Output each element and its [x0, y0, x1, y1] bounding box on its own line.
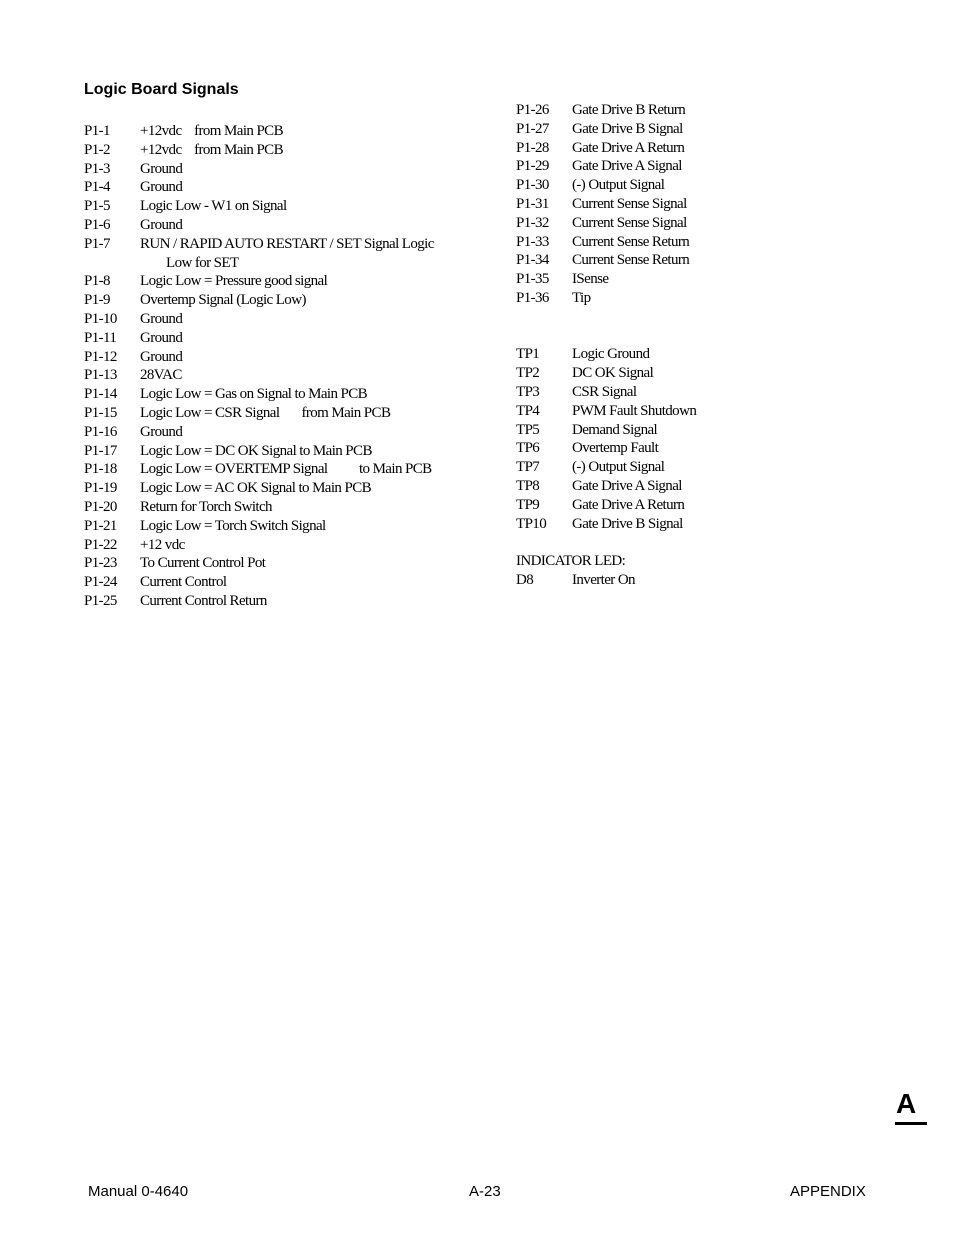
- signal-description-text: To Current Control Pot: [140, 555, 266, 572]
- signal-pin: P1-6: [84, 216, 110, 233]
- signal-pin: P1-2: [84, 141, 110, 158]
- signal-pin: P1-3: [84, 160, 110, 177]
- signal-pin: P1-13: [84, 367, 117, 384]
- signal-description: [140, 498, 504, 517]
- signal-description-text: Current Control Return: [140, 592, 267, 609]
- signal-description: [140, 536, 504, 555]
- signal-pin: P1-17: [84, 442, 117, 459]
- section-underline: [895, 1122, 927, 1125]
- signal-description-text: PWM Fault Shutdown: [572, 402, 697, 419]
- signal-pin: P1-30: [516, 177, 549, 194]
- signal-row: [516, 139, 816, 158]
- signal-description: [572, 439, 816, 458]
- signal-row: [84, 348, 504, 367]
- signal-description-text: Logic Ground: [572, 346, 650, 363]
- signal-description-text: Logic Low = Pressure good signal: [140, 273, 328, 290]
- signal-pin: TP9: [516, 496, 540, 513]
- signal-description-text: Current Sense Return: [572, 252, 690, 269]
- signal-description-text: Ground: [140, 329, 183, 346]
- signal-description-text: Gate Drive B Return: [572, 102, 686, 118]
- signal-description-text: Demand Signal: [572, 421, 658, 438]
- signal-description-text: Overtemp Signal (Logic Low): [140, 292, 306, 309]
- indicator-heading-row: [516, 552, 816, 571]
- signal-description: [572, 515, 816, 534]
- signal-row: [516, 496, 816, 515]
- signal-description: [140, 385, 504, 404]
- signal-pin: P1-16: [84, 423, 117, 440]
- signal-row: [84, 178, 504, 197]
- signal-description: [572, 345, 816, 364]
- signal-row: [516, 233, 816, 252]
- section-letter: A: [896, 1088, 917, 1119]
- signal-description: [140, 141, 504, 160]
- signal-description: [140, 460, 504, 479]
- signal-row: [516, 383, 816, 402]
- signal-description-text: CSR Signal: [572, 383, 637, 400]
- signal-row: [84, 385, 504, 404]
- spacer: [516, 533, 816, 552]
- signal-row: [516, 364, 816, 383]
- signal-pin: P1-20: [84, 498, 117, 515]
- signal-description: [140, 272, 504, 291]
- right-signal-list: [516, 101, 816, 590]
- signal-pin: P1-12: [84, 348, 117, 365]
- signal-pin: P1-1: [84, 123, 110, 139]
- signal-row: [84, 423, 504, 442]
- signal-row: [516, 176, 816, 195]
- signal-description: [572, 289, 816, 308]
- signal-description: [140, 291, 504, 310]
- signal-description: [140, 348, 504, 367]
- signal-pin: P1-24: [84, 574, 117, 591]
- signal-row: [84, 460, 504, 479]
- signal-row: [516, 458, 816, 477]
- signal-row: [84, 272, 504, 291]
- signal-description: [140, 310, 504, 329]
- signal-description-text: Logic Low = DC OK Signal to Main PCB: [140, 442, 372, 459]
- indicator-heading: INDICATOR LED:: [516, 553, 626, 570]
- signal-description-text: (-) Output Signal: [572, 177, 665, 194]
- signal-description: [572, 233, 816, 252]
- signal-pin: TP1: [516, 346, 540, 363]
- signal-description: [572, 176, 816, 195]
- signal-pin: P1-31: [516, 195, 549, 212]
- signal-row: [84, 160, 504, 179]
- signal-description: [140, 329, 504, 348]
- signal-pin: P1-11: [84, 329, 117, 346]
- signal-pin: P1-15: [84, 404, 117, 421]
- signal-description: [572, 383, 816, 402]
- signal-description: [140, 235, 504, 273]
- signal-row: [84, 404, 504, 423]
- signal-description-text: Gate Drive A Signal: [572, 477, 682, 494]
- signal-description: [572, 101, 816, 120]
- signal-row: [84, 197, 504, 216]
- signal-description: [140, 554, 504, 573]
- signal-description-text: ISense: [572, 271, 609, 288]
- signal-description: [572, 421, 816, 440]
- signal-description: [140, 479, 504, 498]
- signal-description: [572, 120, 816, 139]
- spacer: [516, 308, 816, 327]
- signal-row: [516, 270, 816, 289]
- signal-row: [516, 421, 816, 440]
- signal-row: [84, 592, 504, 611]
- signal-description: [140, 517, 504, 536]
- signal-description-text: Logic Low = CSR Signal from Main PCB: [140, 404, 391, 421]
- signal-description-text: Ground: [140, 179, 183, 196]
- signal-description: [572, 364, 816, 383]
- signal-description-text: Ground: [140, 160, 183, 177]
- footer-manual-number: Manual 0-4640: [88, 1183, 189, 1200]
- signal-row: [84, 122, 504, 141]
- signal-description-text: Tip: [572, 289, 591, 306]
- signal-description: [572, 477, 816, 496]
- signal-pin: P1-22: [84, 536, 117, 553]
- signal-pin: P1-36: [516, 289, 549, 306]
- signal-row: [84, 235, 504, 273]
- signal-description-text: RUN / RAPID AUTO RESTART / SET Signal Logic: [140, 235, 434, 252]
- signal-row: [516, 439, 816, 458]
- signal-description: [572, 458, 816, 477]
- signal-row: [84, 554, 504, 573]
- signal-description: [140, 366, 504, 385]
- signal-pin: P1-14: [84, 386, 117, 403]
- signal-pin: P1-29: [516, 158, 549, 175]
- signal-description: [572, 157, 816, 176]
- signal-pin: P1-18: [84, 461, 117, 478]
- signal-pin: P1-33: [516, 233, 549, 250]
- signal-description: [140, 592, 504, 611]
- signal-description-text: (-) Output Signal: [572, 459, 665, 476]
- left-signal-list: [84, 122, 504, 611]
- signal-description: [572, 402, 816, 421]
- signal-description: [572, 195, 816, 214]
- signal-description-text: Current Control: [140, 574, 227, 591]
- signal-description-text: Logic Low = Gas on Signal to Main PCB: [140, 386, 368, 403]
- signal-pin: TP7: [516, 459, 540, 476]
- signal-pin: P1-27: [516, 120, 549, 137]
- signal-description: [140, 178, 504, 197]
- signal-description-text: Current Sense Signal: [572, 195, 687, 212]
- signal-description-continuation: Low for SET: [166, 254, 239, 271]
- signal-description-text: +12 vdc: [140, 536, 185, 553]
- signal-description: [572, 270, 816, 289]
- signal-description: [140, 442, 504, 461]
- signal-pin: TP3: [516, 383, 540, 400]
- signal-description-text: Logic Low = OVERTEMP Signal to Main PCB: [140, 461, 432, 478]
- signal-pin: P1-23: [84, 555, 117, 572]
- spacer: [516, 327, 816, 346]
- signal-row: [516, 515, 816, 534]
- signal-pin: P1-34: [516, 252, 549, 269]
- signal-row: [84, 479, 504, 498]
- signal-pin: TP6: [516, 440, 540, 457]
- signal-row: [516, 101, 816, 120]
- signal-pin: P1-25: [84, 592, 117, 609]
- signal-pin: P1-8: [84, 273, 110, 290]
- signal-description: [140, 160, 504, 179]
- signal-description: [140, 404, 504, 423]
- signal-description-text: Current Sense Return: [572, 233, 690, 250]
- signal-pin: P1-7: [84, 235, 110, 252]
- signal-row: [516, 402, 816, 421]
- signal-description-text: Gate Drive A Signal: [572, 158, 682, 175]
- signal-pin: TP10: [516, 515, 547, 532]
- signal-row: [516, 214, 816, 233]
- signal-description-text: Logic Low = AC OK Signal to Main PCB: [140, 480, 372, 497]
- signal-description-text: Ground: [140, 216, 183, 233]
- p1-signal-list: [516, 101, 816, 308]
- signal-row: [84, 216, 504, 235]
- signal-pin: TP5: [516, 421, 540, 438]
- signal-pin: TP4: [516, 402, 540, 419]
- signal-description-text: Gate Drive B Signal: [572, 515, 683, 532]
- signal-description-text: 28VAC: [140, 367, 182, 384]
- signal-description: [140, 423, 504, 442]
- signal-description-text: Ground: [140, 310, 183, 327]
- signal-description: [572, 139, 816, 158]
- signal-description-text: Overtemp Fault: [572, 440, 659, 457]
- indicator-pin: D8: [516, 571, 534, 588]
- signal-description: [572, 496, 816, 515]
- signal-description: [140, 216, 504, 235]
- signal-description-text: Gate Drive A Return: [572, 139, 685, 156]
- signal-row: [516, 251, 816, 270]
- indicator-desc: Inverter On: [572, 571, 635, 588]
- signal-row: [84, 329, 504, 348]
- signal-row: [84, 366, 504, 385]
- signal-description-text: Ground: [140, 348, 183, 365]
- signal-pin: P1-21: [84, 517, 117, 534]
- test-point-list: [516, 345, 816, 533]
- signal-row: [84, 517, 504, 536]
- signal-description-text: Logic Low = Torch Switch Signal: [140, 517, 326, 534]
- signal-pin: P1-28: [516, 139, 549, 156]
- signal-description: [140, 573, 504, 592]
- signal-row: [516, 120, 816, 139]
- signal-row: [84, 573, 504, 592]
- signal-pin: P1-32: [516, 214, 549, 231]
- signal-pin: TP2: [516, 365, 540, 382]
- signal-pin: TP8: [516, 477, 540, 494]
- signal-row: [516, 345, 816, 364]
- signal-description-text: +12vdc from Main PCB: [140, 123, 283, 139]
- indicator-row: [516, 571, 816, 590]
- signal-pin: P1-19: [84, 480, 117, 497]
- signal-description: [572, 251, 816, 270]
- signal-row: [516, 157, 816, 176]
- signal-pin: P1-9: [84, 292, 110, 309]
- signal-description-text: +12vdc from Main PCB: [140, 141, 283, 158]
- signal-row: [516, 477, 816, 496]
- signal-pin: P1-5: [84, 198, 110, 215]
- signal-pin: P1-35: [516, 271, 549, 288]
- signal-description: [572, 214, 816, 233]
- signal-description-text: Logic Low - W1 on Signal: [140, 198, 287, 215]
- signal-row: [84, 536, 504, 555]
- footer-section: APPENDIX: [790, 1183, 866, 1200]
- signal-row: [516, 195, 816, 214]
- signal-description-text: Return for Torch Switch: [140, 498, 272, 515]
- signal-row: [84, 291, 504, 310]
- page-title: Logic Board Signals: [84, 81, 239, 98]
- signal-pin: P1-4: [84, 179, 110, 196]
- signal-row: [516, 289, 816, 308]
- footer-page-number: A-23: [469, 1183, 501, 1200]
- signal-row: [84, 141, 504, 160]
- signal-pin: P1-26: [516, 102, 549, 118]
- signal-description-text: Gate Drive B Signal: [572, 120, 683, 137]
- signal-description-text: Ground: [140, 423, 183, 440]
- signal-description-text: DC OK Signal: [572, 365, 654, 382]
- signal-row: [84, 498, 504, 517]
- signal-description-text: Current Sense Signal: [572, 214, 687, 231]
- signal-description: [140, 197, 504, 216]
- signal-row: [84, 310, 504, 329]
- signal-row: [84, 442, 504, 461]
- signal-description-text: Gate Drive A Return: [572, 496, 685, 513]
- signal-description: [140, 122, 504, 141]
- signal-pin: P1-10: [84, 310, 117, 327]
